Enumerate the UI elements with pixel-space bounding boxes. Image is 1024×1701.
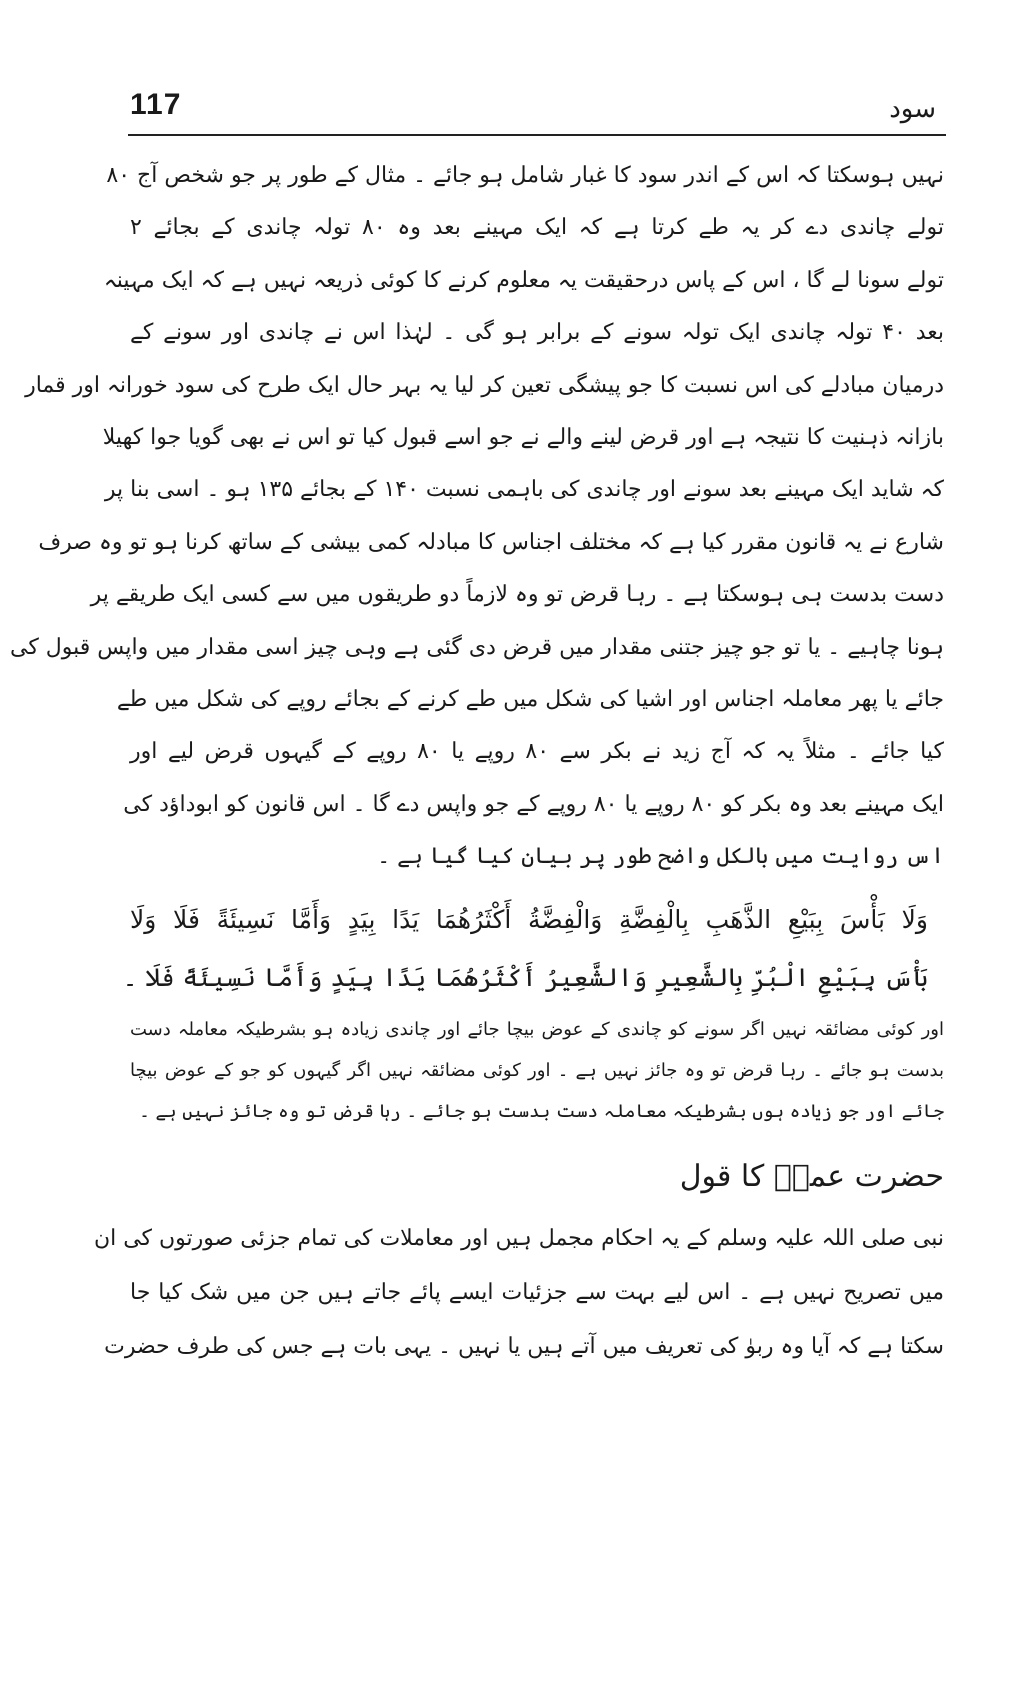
paragraph-1: [10, 150, 945, 883]
text-line: اس روایت میں بالکل واضح طور پر بیان کیا گیا ہے ۔: [377, 844, 944, 870]
running-header: سود: [889, 94, 936, 124]
arabic-hadith-quote: [122, 891, 944, 1007]
arabic-line: بَأْسَ بِبَيْعِ الْبُرِّ بِالشَّعِيرِ وَالشَّعِيرُ أَكْثَرُهُمَا يَدًا بِيَدٍ وَأَمَّا نَسِيئَةً فَلَا ۔: [122, 963, 928, 993]
text-line: نہیں ہوسکتا کہ اس کے اندر سود کا غبار شامل ہو جائے ۔ مثال کے طور پر جو شخص آج ۸۰: [106, 163, 944, 188]
text-line: بعد ۴۰ تولہ چاندی ایک تولہ سونے کے برابر ہو گی ۔ لہٰذا اس نے چاندی اور سونے کے: [130, 320, 945, 346]
translation-line: بدست ہو جائے ۔ رہا قرض تو وہ جائز نہیں ہے ۔ اور کوئی مضائقہ نہیں اگر گیہوں کو جو کے عوض بیچا: [130, 1060, 944, 1082]
text-line: ایک مہینے بعد وہ بکر کو ۸۰ روپے یا ۸۰ روپے کے جو واپس دے گا ۔ اس قانون کو ابوداؤد کی: [123, 791, 944, 817]
text-line: بازانہ ذہنیت کا نتیجہ ہے اور قرض لینے والے نے جو اسے قبول کیا تو اس نے بھی گویا جوا کھیلا: [102, 424, 944, 450]
translation-line: جائے اور جو زیادہ ہوں بشرطیکہ معاملہ دست بدست ہو جائے ۔ رہا قرض تو وہ جائز نہیں ہے ۔: [139, 1101, 944, 1123]
page-body: [10, 150, 945, 1374]
translation-line: اور کوئی مضائقہ نہیں اگر سونے کو چاندی کے عوض بیچا جائے اور چاندی زیادہ ہو بشرطیکہ معاملہ دست: [130, 1019, 944, 1041]
text-line: درمیان مبادلے کی اس نسبت کا جو پیشگی تعین کر لیا یہ بہر حال ایک طرح کی سود خورانہ اور قمار: [25, 372, 944, 398]
section-heading: حضرت عمرؓ کا قول: [679, 1159, 944, 1195]
text-line: تولے سونا لے گا ، اس کے پاس درحقیقت یہ معلوم کرنے کا کوئی ذریعہ نہیں ہے کہ ایک مہینہ: [103, 267, 944, 293]
text-line: کہ شاید ایک مہینے بعد سونے اور چاندی کی باہمی نسبت ۱۴۰ کے بجائے ۱۳۵ ہو ۔ اسی بنا پر: [104, 477, 944, 503]
paragraph-2: [93, 1212, 944, 1374]
text-line: سکتا ہے کہ آیا وہ ربوٰ کی تعریف میں آتے ہیں یا نہیں ۔ یہی بات ہے جس کی طرف حضرت: [104, 1334, 944, 1360]
text-line: کیا جائے ۔ مثلاً یہ کہ آج زید نے بکر سے ۸۰ روپے یا ۸۰ روپے کے گیہوں قرض لیے اور: [130, 739, 944, 765]
header-rule: [128, 134, 946, 136]
text-line: دست بدست ہی ہوسکتا ہے ۔ رہا قرض تو وہ لازماً دو طریقوں میں سے کسی ایک طریقے پر: [90, 582, 944, 608]
page-number: 117: [130, 88, 182, 121]
text-line: میں تصریح نہیں ہے ۔ اس لیے بہت سے جزئیات ایسے پائے جاتے ہیں جن میں شک کیا جا: [130, 1280, 944, 1306]
hadith-translation: [130, 1009, 944, 1132]
arabic-line: وَلَا بَأْسَ بِبَيْعِ الذَّهَبِ بِالْفِضَّةِ وَالْفِضَّةُ أَكْثَرُهُمَا يَدًا بِيَدٍ وَأَمَّا نَسِيئَةً فَلَا وَلَا: [130, 905, 928, 935]
text-line: تولے چاندی دے کر یہ طے کرتا ہے کہ ایک مہینے بعد وہ ۸۰ تولہ چاندی کے بجائے ۲: [130, 215, 944, 241]
text-line: جائے یا پھر معاملہ اجناس اور اشیا کی شکل میں طے کرنے کے بجائے روپے کی شکل میں طے: [116, 686, 944, 712]
text-line: شارع نے یہ قانون مقرر کیا ہے کہ مختلف اجناس کا مبادلہ کمی بیشی کے ساتھ کرنا ہو تو وہ صرف: [38, 529, 944, 555]
text-line: نبی صلی اللہ علیہ وسلم کے یہ احکام مجمل ہیں اور معاملات کی تمام جزئی صورتوں کی ان: [93, 1226, 944, 1252]
text-line: ہونا چاہیے ۔ یا تو جو چیز جتنی مقدار میں قرض دی گئی ہے وہی چیز اسی مقدار میں واپس قبول کی: [10, 634, 944, 660]
